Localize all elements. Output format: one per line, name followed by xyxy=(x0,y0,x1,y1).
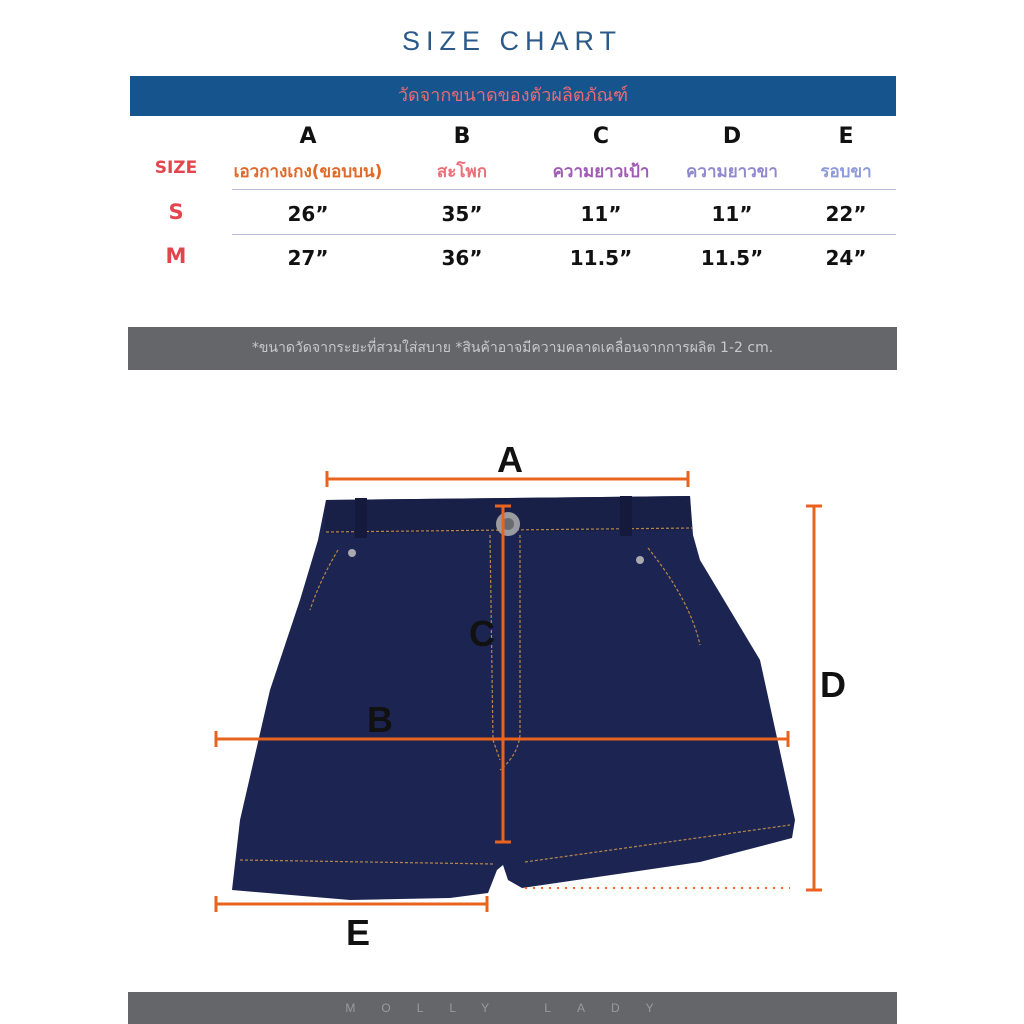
table-cell: 26” xyxy=(287,202,329,226)
col-a-name: เอวกางเกง(ขอบบน) xyxy=(233,162,383,182)
dimension-e-label: E xyxy=(345,912,371,953)
col-b-letter: B xyxy=(453,124,471,149)
size-header: SIZE xyxy=(154,158,198,178)
table-cell: 24” xyxy=(825,246,867,270)
table-cell: 11” xyxy=(580,202,622,226)
denim-shorts-illustration xyxy=(232,496,795,900)
row-m-size: M xyxy=(165,244,187,268)
col-c-letter: C xyxy=(592,124,610,149)
measure-banner: วัดจากขนาดของตัวผลิตภัณฑ์ xyxy=(130,76,896,116)
dimension-a-label: A xyxy=(497,439,523,480)
table-cell: 22” xyxy=(825,202,867,226)
table-cell: 11.5” xyxy=(700,246,764,270)
table-cell: 11.5” xyxy=(569,246,633,270)
table-cell: 35” xyxy=(441,202,483,226)
brand-footer: MOLLY LADY xyxy=(128,992,897,1024)
col-e-name: รอบขา xyxy=(820,162,872,182)
row-s-size: S xyxy=(168,200,184,224)
page-title: SIZE CHART xyxy=(401,26,623,56)
table-cell: 36” xyxy=(441,246,483,270)
col-d-name: ความยาวขา xyxy=(686,162,778,182)
col-b-name: สะโพก xyxy=(436,162,488,182)
col-e-letter: E xyxy=(838,124,854,149)
table-cell: 11” xyxy=(711,202,753,226)
col-a-letter: A xyxy=(299,124,317,149)
fit-note: *ขนาดวัดจากระยะที่สวมใส่สบาย *สินค้าอาจมีความคลาดเคลื่อนจากการผลิต 1-2 cm. xyxy=(128,327,897,370)
dimension-d-label: D xyxy=(820,664,846,705)
dimension-c-label: C xyxy=(469,613,495,654)
col-c-name: ความยาวเป้า xyxy=(552,162,650,182)
table-cell: 27” xyxy=(287,246,329,270)
dimension-b-label: B xyxy=(367,699,393,740)
col-d-letter: D xyxy=(722,124,742,149)
